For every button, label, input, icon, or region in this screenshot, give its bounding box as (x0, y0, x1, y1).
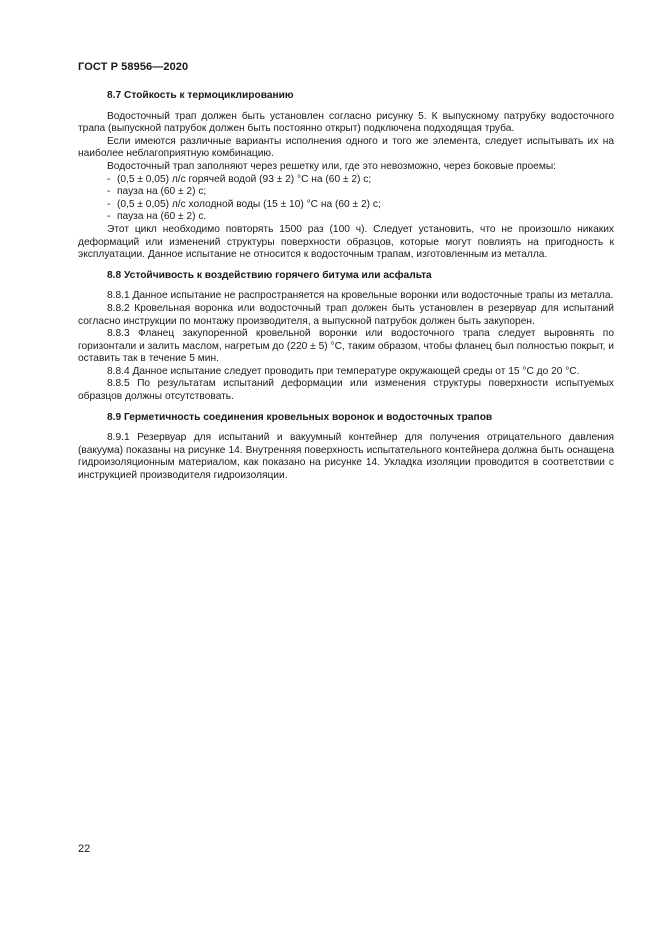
list-dash: - (107, 198, 111, 210)
document-body (78, 90, 614, 483)
paragraph: 8.8.4 Данное испытание следует проводить при температуре окружающей среды от 15 °С до 20 °С. (107, 365, 580, 377)
list-item-text: (0,5 ± 0,05) л/с горячей водой (93 ± 2) °С на (60 ± 2) с; (117, 173, 372, 185)
spacer (78, 262, 614, 270)
paragraph: 8.9.1 Резервуар для испытаний и вакуумный контейнер для получения отрицательного давления (вакуума) показаны на рисунке 14. Внутренняя поверхность испытательного контейнера должна быть оснащена гидроизоляционным материалом, как показано на рисунке 14. Укладка изоляции проводится в соответствии с инструкцией производителя гидроизоляции. (78, 432, 614, 482)
paragraph: Если имеются различные варианты исполнения одного и того же элемента, следует испытывать их на наиболее неблагоприятную комбинацию. (78, 135, 614, 160)
list-item (78, 174, 614, 187)
document-header: ГОСТ Р 58956—2020 (78, 61, 189, 73)
paragraph: Этот цикл необходимо повторять 1500 раз (100 ч). Следует установить, что не произошло никаких деформаций или изменений структуры поверхности образцов, которые могут повлиять на пригодность к эксплуатации. Данное испытание не относится к водосточным трапам, изготовленным из металла. (78, 223, 614, 261)
list-item (78, 186, 614, 199)
list-dash: - (107, 211, 111, 223)
list-item-text: (0,5 ± 0,05) л/с холодной воды (15 ± 10) °С на (60 ± 2) с; (117, 198, 381, 210)
list-item (78, 211, 614, 224)
spacer (78, 404, 614, 412)
paragraph: 8.8.5 По результатам испытаний деформации или изменения структуры поверхности испытуемых образцов должны отсутствовать. (78, 378, 614, 403)
list-item-text: пауза на (60 ± 2) с. (117, 211, 207, 223)
paragraph: Водосточный трап заполняют через решетку или, где это невозможно, через боковые проемы: (107, 160, 556, 172)
paragraph: 8.8.3 Фланец закупоренной кровельной воронки или водосточного трапа следует выровнять по горизонтали и залить маслом, нагретым до (220 ± 5) °С, таким образом, чтобы фланец был полностью покрыт, и оставить так в течение 5 мин. (78, 328, 614, 365)
section-heading-8-9: 8.9 Герметичность соединения кровельных воронок и водосточных трапов (107, 411, 493, 423)
list-item-text: пауза на (60 ± 2) с; (117, 186, 207, 198)
paragraph: 8.8.1 Данное испытание не распространяется на кровельные воронки или водосточные трапы из металла. (107, 290, 614, 302)
section-heading-8-7: 8.7 Стойкость к термоциклированию (107, 90, 294, 101)
page-number: 22 (78, 843, 91, 855)
list-item (78, 199, 614, 212)
list-dash: - (107, 186, 111, 198)
paragraph: Водосточный трап должен быть установлен согласно рисунку 5. К выпускному патрубку водосточного трапа (выпускной патрубок должен быть постоянно открыт) подключена подходящая труба. (78, 110, 614, 135)
list-dash: - (107, 173, 111, 185)
section-heading-8-8: 8.8 Устойчивость к воздействию горячего битума или асфальта (107, 269, 432, 281)
paragraph: 8.8.2 Кровельная воронка или водосточный трап должен быть установлен в резервуар для испытаний согласно инструкции по монтажу производителя, а выпускной патрубок должен быть закупорен. (78, 302, 614, 327)
